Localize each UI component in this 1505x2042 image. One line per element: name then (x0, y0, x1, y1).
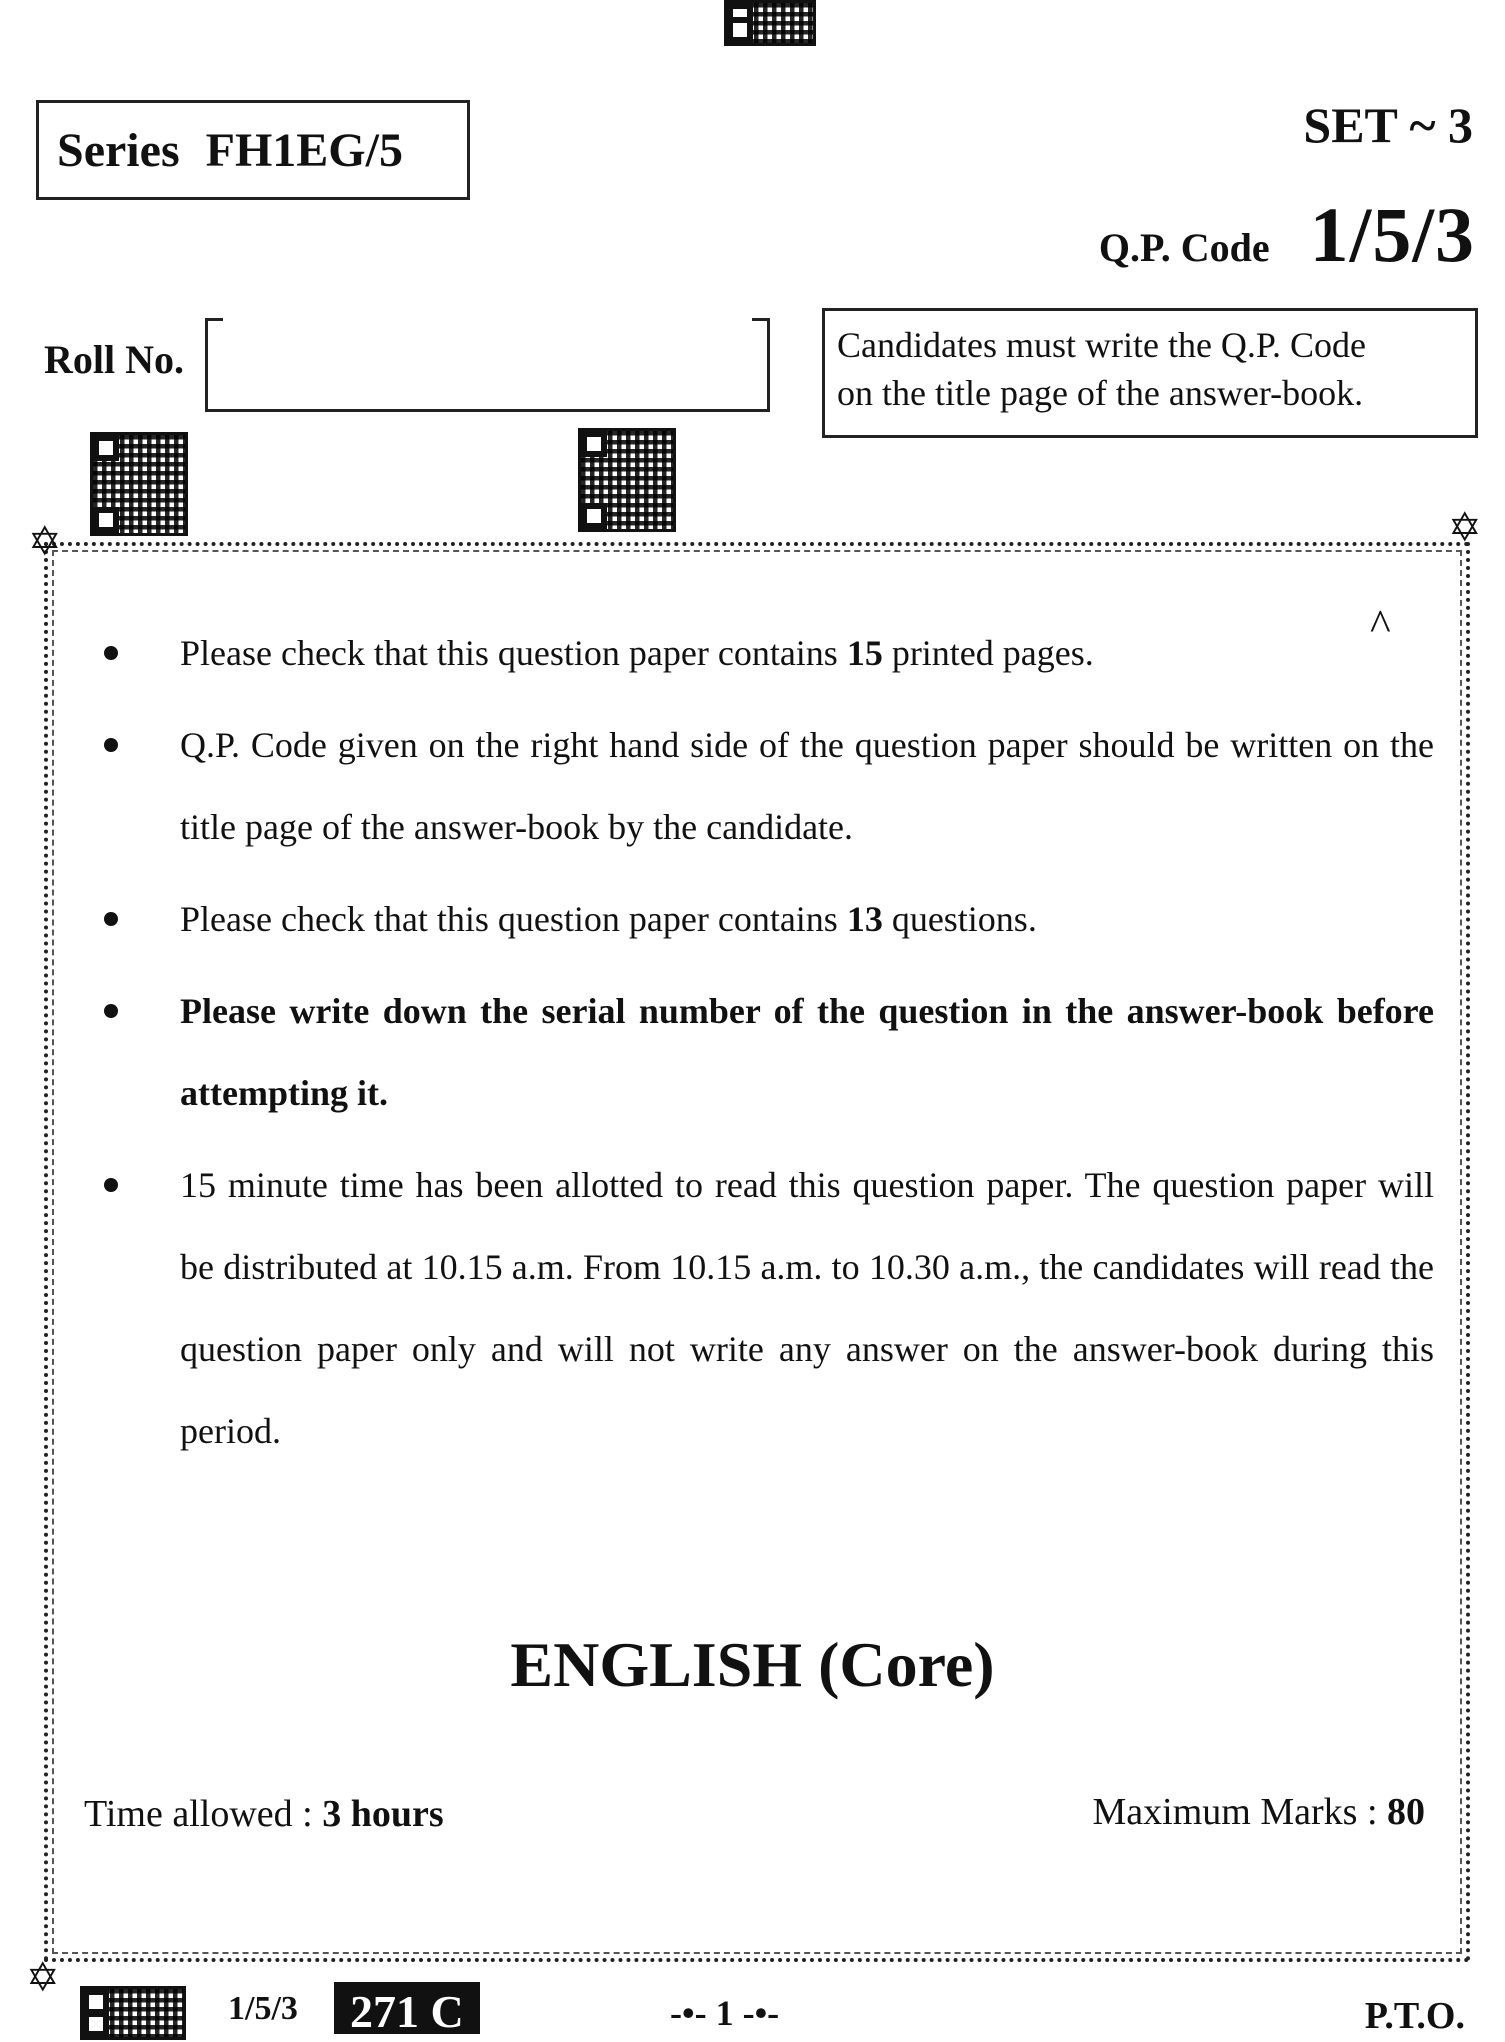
set-label: SET ~ 3 (1303, 97, 1473, 153)
instruction-item: 15 minute time has been allotted to read this question paper. The question paper will be distributed at 10.15 a.m. From 10.15 a.m. to 10.30 a.m., the candidates will read the question paper only and will not write any answer on the answer-book during this period. (104, 1144, 1434, 1472)
subject-title: ENGLISH (Core) (510, 1629, 995, 1700)
qp-code (1099, 190, 1475, 280)
bullet-icon (104, 738, 118, 752)
roll-no-label: Roll No. (44, 337, 184, 382)
page-number: -•- 1 -•- (670, 1993, 780, 2033)
star-ornament-top-right: ✡ (1448, 505, 1482, 550)
time-allowed: Time allowed : 3 hours (84, 1793, 444, 1835)
instruction-item: Please check that this question paper contains 15 printed pages. (104, 612, 1434, 694)
series-label: Series (57, 123, 180, 177)
series-value: FH1EG/5 (205, 123, 403, 177)
roll-no-field[interactable] (205, 320, 770, 412)
star-ornament-top-left: ✡ (28, 519, 62, 564)
instruction-item: Q.P. Code given on the right hand side of the question paper should be written on the title page of the answer-book by the candidate. (104, 704, 1434, 868)
series-box (36, 100, 470, 200)
bullet-icon (104, 1178, 118, 1192)
bullet-icon (104, 646, 118, 660)
qp-code-value: 1/5/3 (1309, 191, 1475, 278)
bullet-icon (104, 912, 118, 926)
qr-code-left (90, 432, 188, 536)
notice-line-1: Candidates must write the Q.P. Code (837, 325, 1366, 365)
footer-qr-code (80, 1986, 186, 2040)
star-ornament-bottom-left: ✡ (26, 1955, 60, 2000)
pto-label: P.T.O. (1364, 1995, 1465, 2037)
qp-code-label: Q.P. Code (1098, 225, 1270, 270)
instruction-item: Please write down the serial number of the question in the answer-book before attempting it. (104, 970, 1434, 1134)
instructions-list (104, 612, 1434, 1482)
footer-qp-code: 1/5/3 (228, 1990, 298, 2027)
top-qr-code (724, 0, 816, 46)
footer-code-badge: 271 C (334, 1982, 480, 2034)
bullet-icon (104, 1004, 118, 1018)
notice-line-2: on the title page of the answer-book. (837, 373, 1364, 413)
qp-code-notice (822, 308, 1478, 438)
qr-code-right (578, 428, 676, 532)
maximum-marks: Maximum Marks : 80 (1092, 1791, 1425, 1833)
instruction-item: Please check that this question paper contains 13 questions. (104, 878, 1434, 960)
caret-mark: ^ (1370, 601, 1391, 650)
